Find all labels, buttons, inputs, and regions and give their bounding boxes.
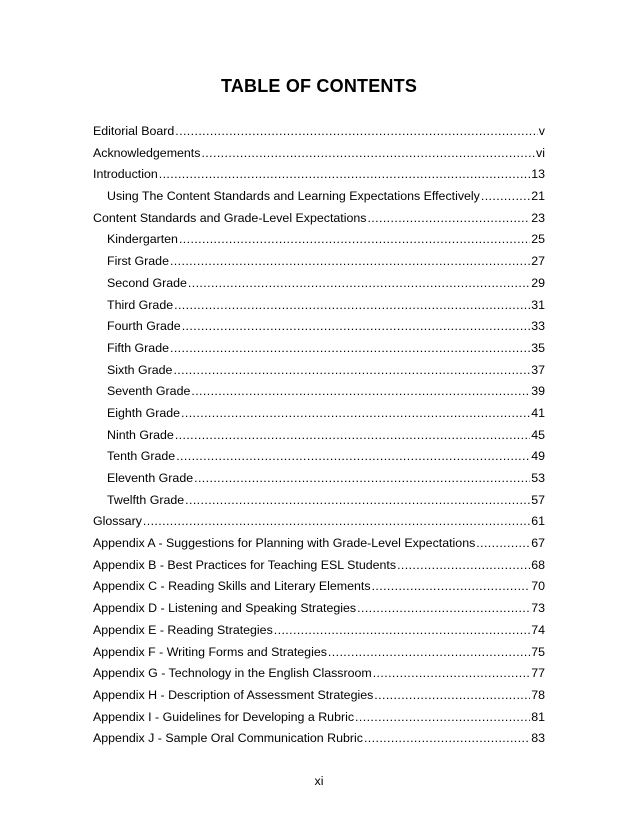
toc-entry-label: Appendix A - Suggestions for Planning with Grade-Level Expectations (93, 536, 476, 551)
dot-leader (175, 428, 530, 442)
toc-entry-label: Twelfth Grade (107, 492, 185, 507)
dot-leader (481, 189, 530, 203)
toc-entry-label: Third Grade (107, 297, 174, 312)
dot-leader (170, 254, 530, 268)
dot-leader (328, 645, 530, 659)
dot-leader (181, 406, 530, 420)
toc-entry[interactable] (93, 211, 545, 233)
toc-entry-page-number: 25 (531, 232, 545, 247)
toc-entry-label: Appendix B - Best Practices for Teaching ESL Students (93, 557, 397, 572)
toc-entry[interactable] (93, 579, 545, 601)
toc-entry-label: Introduction (93, 167, 158, 182)
toc-entry[interactable] (93, 406, 545, 428)
dot-leader (185, 493, 530, 507)
dot-leader (274, 623, 530, 637)
dot-leader (364, 731, 530, 745)
toc-entry-page-number: 21 (531, 189, 545, 204)
toc-entry[interactable] (93, 493, 545, 515)
toc-entry[interactable] (93, 666, 545, 688)
dot-leader (174, 298, 530, 312)
toc-entry[interactable] (93, 536, 545, 558)
toc-entry-label: Eighth Grade (107, 405, 181, 420)
toc-entry[interactable] (93, 363, 545, 385)
toc-entry[interactable] (93, 341, 545, 363)
toc-entry-label: Content Standards and Grade-Level Expectations (93, 210, 367, 225)
toc-entry-page-number: 27 (531, 254, 545, 269)
toc-entry-label: Appendix F - Writing Forms and Strategies (93, 644, 327, 659)
toc-entry-label: Seventh Grade (107, 384, 191, 399)
toc-entry[interactable] (93, 276, 545, 298)
toc-entry[interactable] (93, 688, 545, 710)
dot-leader (357, 601, 530, 615)
toc-entry[interactable] (93, 146, 545, 168)
toc-entry-label: Acknowledgements (93, 145, 201, 160)
dot-leader (367, 211, 530, 225)
page-title: TABLE OF CONTENTS (220, 76, 418, 96)
toc-entry-page-number: 49 (531, 449, 545, 464)
dot-leader (176, 449, 530, 463)
toc-entry-page-number: 83 (531, 731, 545, 746)
dot-leader (188, 276, 530, 290)
toc-entry-label: Using The Content Standards and Learning Expectations Effectively (107, 189, 480, 204)
toc-entry-page-number: 75 (531, 644, 545, 659)
toc-entry[interactable] (93, 428, 545, 450)
toc-entry[interactable] (93, 449, 545, 471)
dot-leader (173, 363, 530, 377)
toc-entry[interactable] (93, 558, 545, 580)
toc-entry-label: Eleventh Grade (107, 471, 194, 485)
toc-entry-page-number: 23 (531, 210, 545, 225)
toc-entry[interactable] (93, 124, 545, 146)
dot-leader (201, 146, 535, 160)
toc-entry-page-number: 35 (531, 340, 545, 355)
dot-leader (476, 536, 530, 550)
dot-leader (374, 688, 530, 702)
toc-entry-page-number: 45 (531, 427, 545, 442)
toc-entry[interactable] (93, 471, 545, 493)
toc-entry-label: Glossary (93, 514, 142, 529)
toc-entry-label: Sixth Grade (107, 362, 173, 377)
toc-entry[interactable] (93, 601, 545, 623)
toc-entry-label: Second Grade (107, 275, 187, 290)
toc-entry-page-number: 37 (531, 362, 545, 377)
page-number: xi (314, 774, 324, 788)
dot-leader (170, 341, 530, 355)
toc-entry-label: Appendix I - Guidelines for Developing a Rubric (93, 709, 355, 724)
toc-entry-page-number: 61 (531, 514, 545, 529)
toc-entry-label: Appendix E - Reading Strategies (93, 622, 273, 637)
toc-entry-label: Kindergarten (107, 232, 178, 247)
toc-entry-label: Ninth Grade (107, 427, 174, 442)
dot-leader (372, 579, 531, 593)
toc-entry[interactable] (93, 319, 545, 341)
toc-entry[interactable] (93, 514, 545, 536)
toc-entry-label: Appendix H - Description of Assessment Strategies (93, 687, 374, 702)
toc-entry-page-number: 53 (531, 471, 545, 485)
dot-leader (182, 319, 531, 333)
toc-entry-label: Fourth Grade (107, 319, 181, 334)
toc-entry[interactable] (93, 623, 545, 645)
toc-entry[interactable] (93, 167, 545, 189)
toc-entry-label: Appendix J - Sample Oral Communication Rubric (93, 731, 363, 746)
toc-entry-label: Appendix G - Technology in the English Classroom (93, 666, 372, 681)
dot-leader (191, 384, 530, 398)
toc-entry-label: Appendix C - Reading Skills and Literary Elements (93, 579, 371, 594)
toc-entry-page-number: 39 (531, 384, 545, 399)
toc-entry-page-number: 77 (531, 666, 545, 681)
table-of-contents (93, 124, 545, 753)
toc-entry-label: Tenth Grade (107, 449, 176, 464)
toc-entry-page-number: v (538, 124, 545, 138)
dot-leader (159, 167, 530, 181)
toc-entry-page-number: 67 (531, 536, 545, 551)
toc-entry-label: Editorial Board (93, 124, 175, 138)
toc-entry[interactable] (93, 645, 545, 667)
toc-entry[interactable] (93, 731, 545, 753)
toc-entry[interactable] (93, 189, 545, 211)
dot-leader (397, 558, 530, 572)
toc-entry-label: First Grade (107, 254, 169, 269)
toc-entry-page-number: 29 (531, 275, 545, 290)
toc-entry-page-number: 73 (531, 601, 545, 616)
dot-leader (175, 124, 538, 138)
dot-leader (373, 666, 530, 680)
toc-entry-page-number: 68 (531, 557, 545, 572)
toc-entry-page-number: 78 (531, 687, 545, 702)
dot-leader (355, 710, 530, 724)
toc-entry[interactable] (93, 298, 545, 320)
dot-leader (179, 232, 530, 246)
toc-entry-label: Appendix D - Listening and Speaking Strategies (93, 601, 357, 616)
toc-entry-page-number: 74 (531, 622, 545, 637)
toc-entry[interactable] (93, 254, 545, 276)
toc-entry-page-number: 57 (531, 492, 545, 507)
toc-entry[interactable] (93, 710, 545, 732)
dot-leader (143, 514, 530, 528)
toc-entry-page-number: 81 (531, 709, 545, 724)
toc-entry-page-number: 41 (531, 405, 545, 420)
toc-entry-page-number: 70 (531, 579, 545, 594)
toc-entry-page-number: 13 (531, 167, 545, 182)
toc-entry[interactable] (93, 232, 545, 254)
toc-entry-page-number: vi (536, 145, 545, 160)
toc-entry-page-number: 33 (531, 319, 545, 334)
toc-entry-label: Fifth Grade (107, 340, 169, 355)
toc-entry-page-number: 31 (531, 297, 545, 312)
dot-leader (194, 471, 530, 485)
toc-entry[interactable] (93, 384, 545, 406)
